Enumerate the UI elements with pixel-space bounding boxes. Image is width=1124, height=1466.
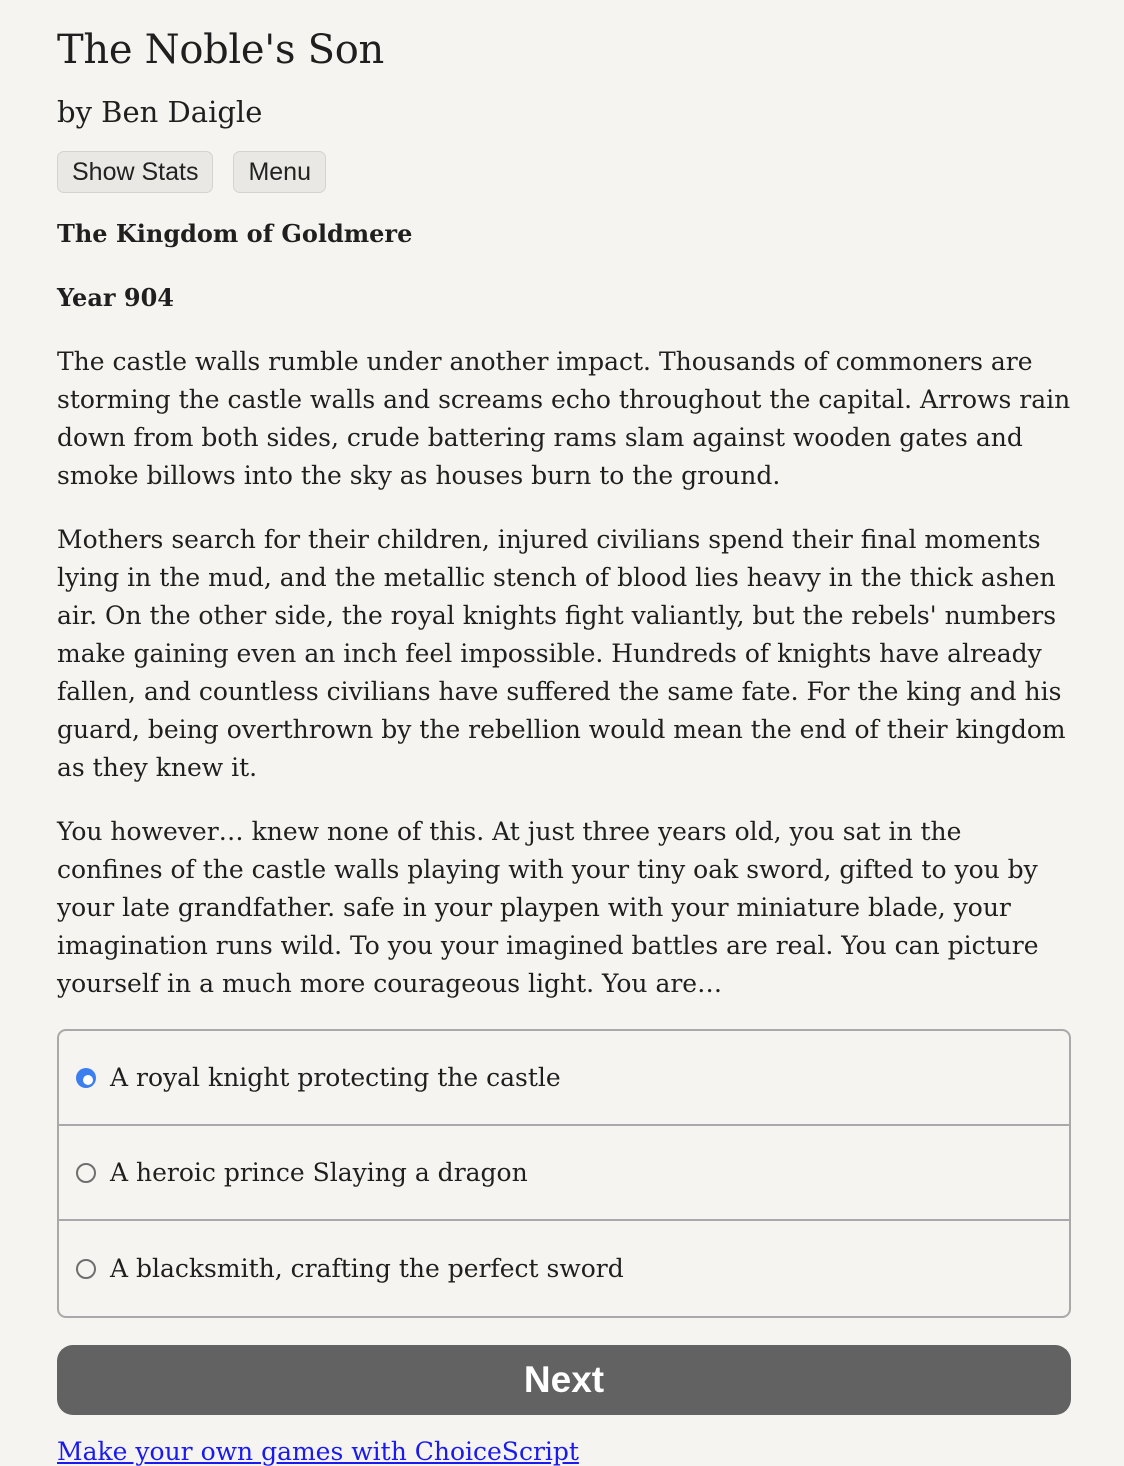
year-heading: Year 904 [57,283,174,312]
show-stats-button[interactable]: Show Stats [57,151,213,193]
story-paragraph: Mothers search for their children, injured civilians spend their final moments lying in the mud, and the metallic stench of blood lies heavy in the thick ashen air. On the other side, the royal knights fight valiantly, but the rebels' numbers make gaining even an inch feel impossible. Hundreds of knights have already fallen, and countless civilians have suffered the same fate. For the king and his guard, being overthrown by the rebellion would mean the end of their kingdom as they knew it. [57,525,1066,782]
game-author: by Ben Daigle [57,95,263,129]
radio-selected-icon[interactable] [76,1068,96,1088]
radio-unselected-icon[interactable] [76,1163,96,1183]
story-text [57,215,1071,1003]
game-page [57,0,1071,1466]
story-paragraph: The castle walls rumble under another impact. Thousands of commoners are storming the castle walls and screams echo throughout the capital. Arrows rain down from both sides, crude battering rams slam against wooden gates and smoke billows into the sky as houses burn to the ground. [57,347,1071,490]
choice-list [57,1029,1071,1318]
choice-option[interactable] [59,1221,1069,1316]
next-button[interactable]: Next [57,1345,1071,1415]
choice-option[interactable] [59,1031,1069,1126]
choice-label: A heroic prince Slaying a dragon [110,1158,528,1187]
choice-label: A royal knight protecting the castle [110,1063,561,1092]
choice-option[interactable] [59,1126,1069,1221]
menu-button[interactable]: Menu [233,151,326,193]
kingdom-heading: The Kingdom of Goldmere [57,219,413,248]
radio-unselected-icon[interactable] [76,1259,96,1279]
story-paragraph: You however… knew none of this. At just three years old, you sat in the confines of the castle walls playing with your tiny oak sword, gifted to you by your late grandfather. safe in your playpen with your miniature blade, your imagination runs wild. To you your imagined battles are real. You can picture yourself in a much more courageous light. You are… [57,817,1039,998]
game-title: The Noble's Son [57,27,384,73]
toolbar [57,151,1071,193]
choice-label: A blacksmith, crafting the perfect sword [110,1254,624,1283]
choicescript-link[interactable]: Make your own games with ChoiceScript [57,1437,579,1466]
